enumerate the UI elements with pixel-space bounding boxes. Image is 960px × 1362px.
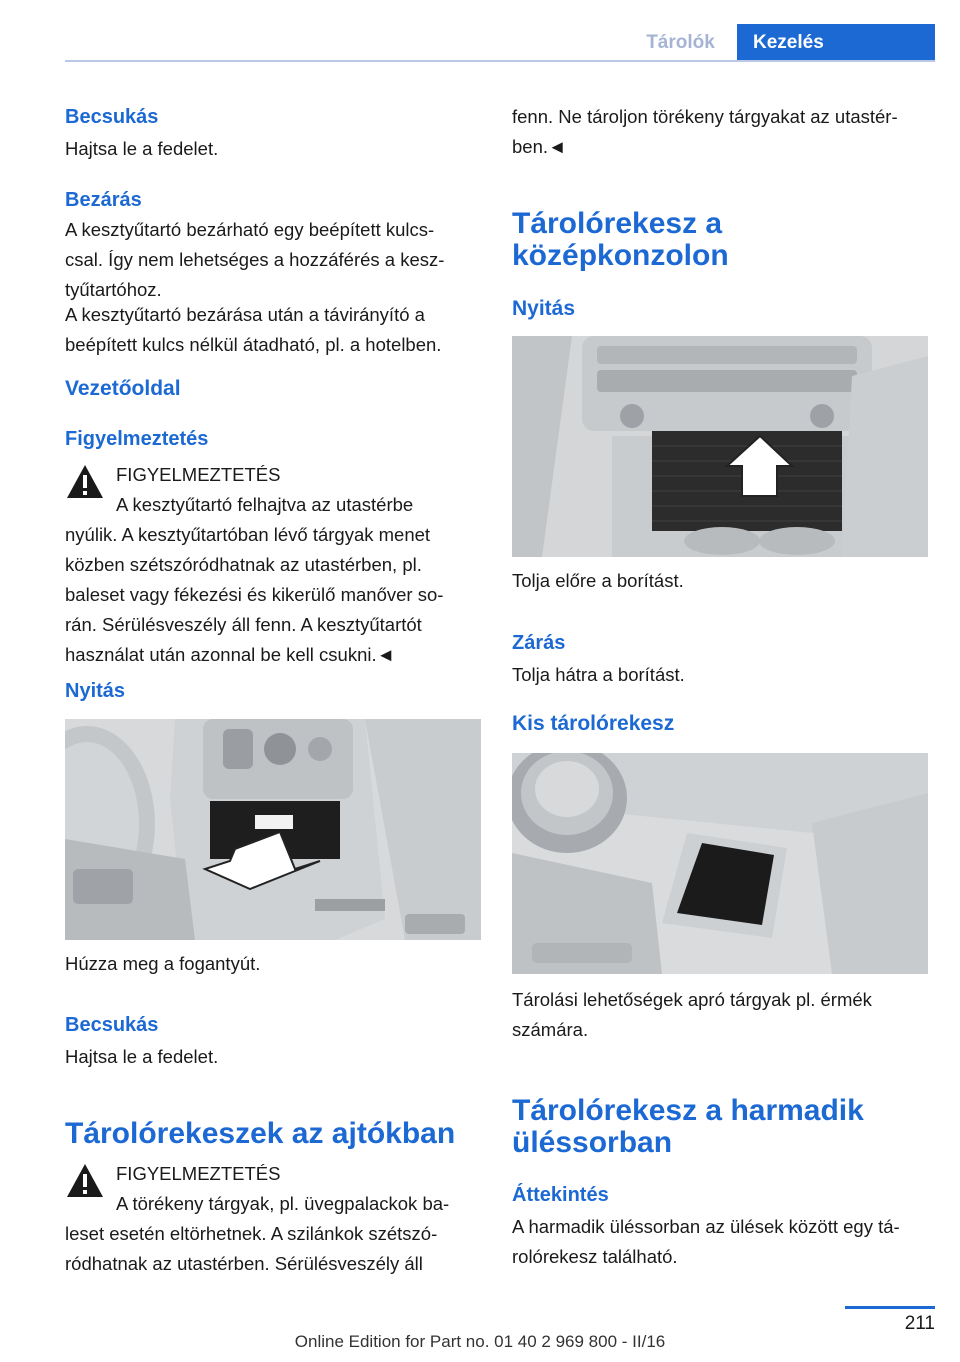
footer-rule bbox=[845, 1306, 935, 1309]
door-storage-heading: Tárolórekeszek az ajtókban bbox=[65, 1117, 456, 1150]
driver-side-heading: Vezetőoldal bbox=[65, 377, 181, 400]
opening-caption: Húzza meg a fogantyút. bbox=[65, 953, 261, 974]
third-row-storage-heading: Tárolórekesz a harmadik üléssorban bbox=[512, 1094, 864, 1159]
closing-heading-2: Becsukás bbox=[65, 1014, 159, 1036]
opening-heading: Nyitás bbox=[65, 680, 126, 702]
small-storage-caption: Tárolási lehetőségek apró tárgyak pl. érmék számára. bbox=[512, 989, 872, 1040]
page-number: 211 bbox=[904, 1313, 935, 1334]
closing-heading: Becsukás bbox=[65, 106, 159, 128]
glovebox-photo bbox=[65, 719, 481, 940]
tab-storage[interactable]: Tárolók bbox=[646, 32, 715, 53]
edition-footer: Online Edition for Part no. 01 40 2 969 800 - II/16 bbox=[294, 1332, 666, 1351]
closing-text-2: Hajtsa le a fedelet. bbox=[65, 1046, 219, 1067]
warning-triangle-icon bbox=[65, 462, 105, 500]
console-storage-heading: Tárolórekesz a középkonzolon bbox=[512, 207, 729, 272]
console-closing-text: Tolja hátra a borítást. bbox=[512, 664, 685, 685]
overview-heading: Áttekintés bbox=[512, 1184, 609, 1206]
warning-block-1: FIGYELMEZTETÉS A kesztyűtartó felhajtva az utastérbe nyúlik. A kesztyűtartóban lévő tárgyak menet közben szétszóródhatnak az utastérben, pl. baleset vagy fékezési és kikerülő manőver so- rán. Sérülésveszély áll fenn. A kesztyűtartót használat után azonnal be kell csukni.◄ bbox=[65, 464, 444, 665]
locking-paragraph-1: A kesztyűtartó bezárható egy beépített kulcs- csal. Így nem lehetséges a hozzáférés a kesz- tyűtartóhoz. bbox=[65, 219, 445, 300]
overview-text: A harmadik üléssorban az ülések között egy tá- rolórekesz található. bbox=[512, 1216, 900, 1267]
console-photo bbox=[512, 336, 928, 557]
console-closing-heading: Zárás bbox=[512, 632, 566, 654]
small-storage-heading: Kis tárolórekesz bbox=[512, 712, 675, 735]
warning-block-2: FIGYELMEZTETÉS A törékeny tárgyak, pl. üvegpalackok ba- leset esetén eltörhetnek. A szilánkok szétszó- ródhatnak az utastérben. Sérülésveszély áll bbox=[65, 1163, 450, 1274]
header-rule bbox=[65, 60, 935, 62]
console-opening-caption: Tolja előre a borítást. bbox=[512, 570, 684, 591]
small-storage-photo bbox=[512, 753, 928, 974]
locking-paragraph-2: A kesztyűtartó bezárása után a távirányító a beépített kulcs nélkül átadható, pl. a hotelben. bbox=[65, 304, 442, 355]
warning-continuation: fenn. Ne tároljon törékeny tárgyakat az utastér- ben.◄ bbox=[512, 106, 898, 157]
warning-heading: Figyelmeztetés bbox=[65, 428, 209, 450]
closing-text: Hajtsa le a fedelet. bbox=[65, 138, 219, 159]
locking-heading: Bezárás bbox=[65, 189, 142, 211]
warning-triangle-icon bbox=[65, 1161, 105, 1199]
tab-operation[interactable]: Kezelés bbox=[737, 24, 935, 62]
console-opening-heading: Nyitás bbox=[512, 297, 576, 320]
